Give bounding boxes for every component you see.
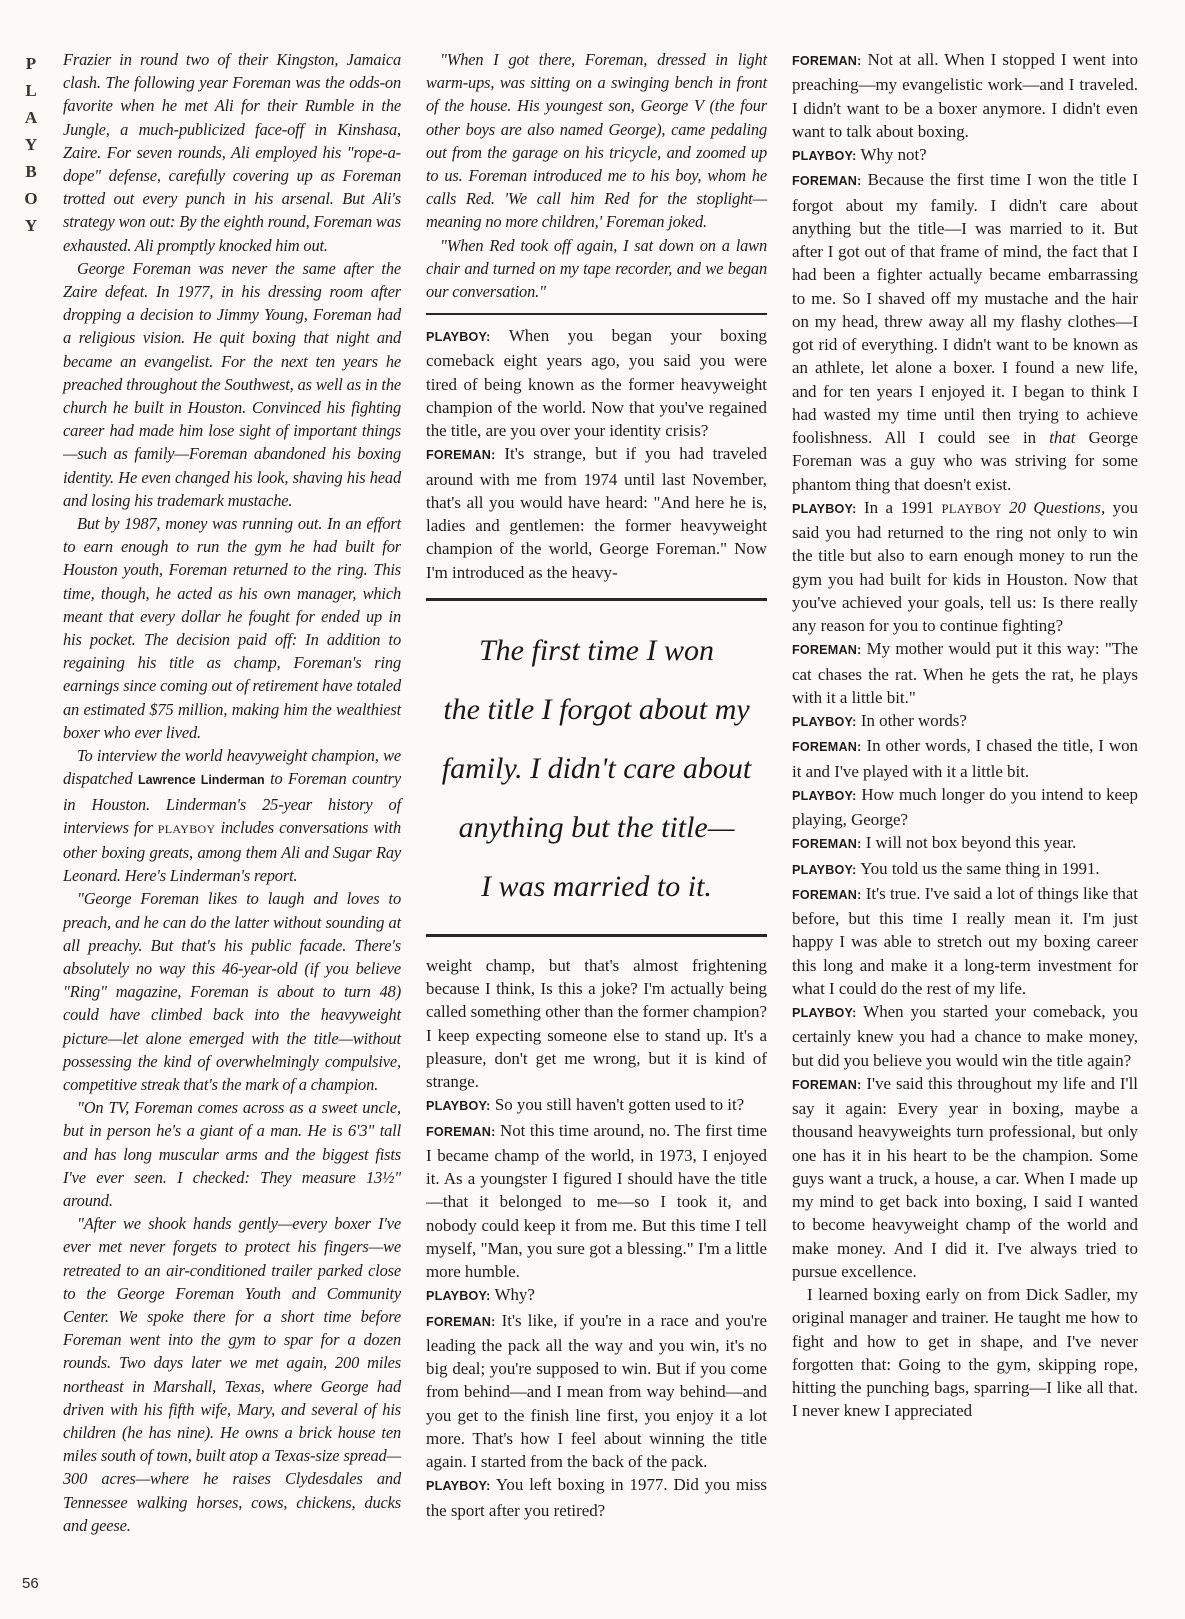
speaker-foreman: FOREMAN: (792, 887, 862, 902)
section-divider (426, 313, 767, 315)
speaker-foreman: FOREMAN: (792, 837, 862, 852)
question-text: How much longer do you intend to keep playing, George? (792, 784, 1138, 829)
question (426, 1473, 767, 1522)
answer (426, 442, 767, 584)
question-text: So you still haven't gotten used to it? (494, 1095, 745, 1115)
intro-paragraph: Frazier in round two of their Kingston, Jamaica clash. The following year Foreman was the odds-on favorite when he met Ali for their Rumble in the Jungle, a much-publicized face-off in Kinshasa, Zaire. For seven rounds, Ali employed his "rope-a-dope" defense, carefully covering up as Foreman trotted out every punch in his arsenal. But Ali's strategy won out: By the eighth round, Foreman was exhausted. Ali promptly knocked him out. (63, 50, 401, 255)
answer-text: In other words, I chased the title, I won it and I've played with it a little bit. (792, 736, 1138, 781)
magazine-name: PLAYBOY (941, 501, 1002, 516)
answer-text: Because the first time I won the title I forgot about my family. I didn't care about anything but the title—I was married to it. But after I got out of that frame of mind, the fact that I had been a fighter actually became embarrassing to me. So I shaved off my mustache and the hair on my head, threw away all my flashy clothes—I got rid of everything. I didn't want to be known as an athlete, let alone a boxer. I found a new life, and for ten years I enjoyed it. I began to think I had wasted my time until then trying to achieve foolishness. All I could see in (792, 170, 1138, 447)
answer-emphasis: that (1049, 428, 1076, 447)
answer-text: It's true. I've said a lot of things like that before, but this time I really mean it. I'm just happy I was able to stretch out my boxing career this long and make it a long-term investment for what I could do the rest of my life. (792, 883, 1138, 998)
running-head-letter: Y (24, 216, 38, 235)
intro-column-2 (426, 48, 767, 303)
intro-paragraph: "After we shook hands gently—every boxer I've ever met never forgets to protect his fingers—we retreated to an air-conditioned trailer parked close to the George Foreman Youth and Community Center. We spoke there for a short time before Foreman went into the gym to spar for a dozen rounds. Two days later we met again, 200 miles northeast in Marshall, Texas, where George had driven with his fifth wife, Mary, and several of his children (he has nine). He owns a brick house ten miles south of town, built atop a Texas-size spread—300 acres—where he raises Clydesdales and Tennessee walking horses, cows, chickens, ducks and geese. (63, 1214, 401, 1535)
column-3 (792, 48, 1138, 1423)
speaker-playboy: PLAYBOY: (792, 1006, 857, 1020)
question (792, 143, 1138, 168)
question-text: you said you had returned to the ring not only to win the title but also to earn enough money to run the gym you had built for kids in Houston. Now that you've achieved your goals, tell us: Is there really any reason for you to continue fighting? (792, 497, 1138, 635)
pull-quote-line: I was married to it. (481, 869, 712, 903)
question-text: In a 1991 (864, 497, 935, 517)
speaker-foreman: FOREMAN: (792, 1077, 862, 1092)
speaker-playboy: PLAYBOY: (792, 715, 857, 729)
answer (792, 168, 1138, 496)
speaker-playboy: PLAYBOY: (426, 330, 491, 345)
answer (426, 1309, 767, 1474)
intro-paragraph (63, 744, 401, 887)
intro-paragraph: "On TV, Foreman comes across as a sweet uncle, but in person he's a giant of a man. He is 6'3" tall and has long muscular arms and the biggest fists I've ever seen. I checked: They measure 13½" around. (63, 1098, 401, 1210)
answer-text: George Foreman was a guy who was striving for some phantom thing that doesn't exist. (792, 428, 1138, 494)
answer-continued: I learned boxing early on from Dick Sadler, my original manager and trainer. He taught me how to fight and how to get in shape, and I've never forgotten that: Going to the gym, skipping rope, hitting the punching bags, sparring—I like all that. I never knew I appreciated (792, 1285, 1138, 1421)
speaker-playboy: PLAYBOY: (792, 149, 857, 163)
question-text: When you began your boxing comeback eight years ago, you said you were tired of being known as the former heavyweight champion of the world. Now that you've regained the title, are you over your identity crisis? (426, 326, 767, 441)
speaker-playboy: PLAYBOY: (426, 1099, 491, 1114)
question-text: In other words? (860, 711, 967, 730)
question-text: You told us the same thing in 1991. (860, 858, 1100, 878)
speaker-playboy: PLAYBOY: (426, 1479, 491, 1494)
speaker-foreman: FOREMAN: (426, 1124, 496, 1139)
running-head-letter: O (24, 189, 38, 208)
magazine-name: PLAYBOY (157, 821, 216, 836)
answer-text: I've said this throughout my life and I'll say it again: Every year in boxing, maybe a thousand heavyweights turn professional, but only one has it in his heart to be the champion. Some guys want a truck, a house, a car. When I made up my mind to get back into boxing, I said I wanted to become heavyweight champ of the world and make money. And I did it. I've always tried to pursue excellence. (792, 1073, 1138, 1281)
question (792, 783, 1138, 832)
running-head-letter: A (24, 108, 38, 127)
running-head (18, 50, 44, 239)
pull-quote-line: the title I forgot about my (443, 692, 750, 726)
question (792, 496, 1138, 638)
speaker-playboy: PLAYBOY: (792, 862, 857, 877)
question-text: When you started your comeback, you certainly knew you had a chance to make money, but did you believe you would win the title again? (792, 1002, 1138, 1070)
answer-text: It's like, if you're in a race and you're leading the pack all the way and you win, it's no big deal; you're supposed to win. But if you come from behind—and I mean from way behind—and you get to the finish line first, you enjoy it a lot more. That's how I feel about winning the title again. I started from the back of the pack. (426, 1310, 767, 1472)
speaker-foreman: FOREMAN: (426, 448, 496, 463)
speaker-playboy: PLAYBOY: (426, 1289, 491, 1304)
question-text: Why not? (860, 145, 927, 164)
answer (792, 637, 1138, 709)
pull-quote-line: anything but the title— (458, 810, 735, 844)
intro-paragraph: George Foreman was never the same after the Zaire defeat. In 1977, in his dressing room after dropping a decision to Jimmy Young, Foreman had a religious vision. He quit boxing that night and became an evangelist. For the next ten years he preached throughout the Southwest, as well as in the church he built in Houston. Convinced his fighting career had made him lose sight of important things—such as family—Foreman abandoned his boxing identity. He even changed his look, shaving his head and losing his trademark mustache. (63, 258, 401, 510)
answer (792, 882, 1138, 1000)
speaker-playboy: PLAYBOY: (792, 501, 857, 516)
speaker-foreman: FOREMAN: (426, 1314, 496, 1329)
question (792, 1000, 1138, 1072)
answer (792, 831, 1138, 856)
running-head-letter: L (25, 81, 37, 100)
intro-paragraph: But by 1987, money was running out. In an effort to earn enough to run the gym he had built for Houston youth, Foreman returned to the ring. This time, though, he acted as his own manager, which meant that every dollar he fought for ended up in his pocket. The decision paid off: In addition to regaining his title as champ, Foreman's ring earnings since coming out of retirement have totaled an estimated $75 million, making him the wealthiest boxer who ever lived. (63, 514, 401, 742)
question (792, 857, 1138, 882)
speaker-foreman: FOREMAN: (792, 174, 862, 189)
intro-column-1 (63, 48, 401, 1537)
running-head-letter: Y (24, 135, 38, 154)
speaker-playboy: PLAYBOY: (792, 788, 857, 803)
answer (792, 734, 1138, 783)
intro-text: includes conversations with other boxing greats, among them Ali and Sugar Ray Leonard. Here's Linderman's report. (63, 817, 401, 886)
pull-quote-line: The first time I won (478, 633, 714, 667)
intro-paragraph: "When I got there, Foreman, dressed in light warm-ups, was sitting on a swinging bench in front of the house. His youngest son, George V (the four other boys are also named George), came pedaling out from the garage on his tricycle, and zoomed up to us. Foreman introduced me to his boy, whom he calls Red. 'We call him Red for the stoplight—meaning no more children,' Foreman joked. (426, 50, 767, 232)
question (426, 1093, 767, 1118)
speaker-foreman: FOREMAN: (792, 54, 862, 68)
interview-part-1 (426, 324, 767, 584)
intro-text: To interview the world heavyweight champion, we dispatched (63, 746, 401, 789)
author-name: Lawrence Linderman (138, 773, 265, 788)
pull-quote (426, 598, 767, 937)
feature-title: 20 Questions, (1009, 497, 1106, 517)
question (426, 1283, 767, 1308)
running-head-letter: B (25, 162, 37, 181)
answer (426, 1119, 767, 1284)
answer (792, 48, 1138, 143)
intro-paragraph: "When Red took off again, I sat down on a lawn chair and turned on my tape recorder, and we began our conversation." (426, 235, 767, 302)
interview-part-2 (426, 954, 767, 1522)
question-text: Why? (494, 1285, 535, 1305)
answer-text: Not this time around, no. The first time I became champ of the world, in 1973, I enjoyed it. As a youngster I figured I should have the title—that it belonged to me—so I took it, and nobody could keep it from me. But this time I tell myself, "Man, you sure got a blessing." I'm a little more humble. (426, 1120, 767, 1282)
intro-paragraph: "George Foreman likes to laugh and loves to preach, and he can do the latter without sounding at all preachy. But that's his public facade. There's absolutely no way this 46-year-old (if you believe "Ring" magazine, Foreman is about to turn 48) could have climbed back into the heavyweight picture—let alone emerged with the title—without possessing the kind of overwhelmingly compulsive, competitive streak that's the mark of a champion. (63, 889, 401, 1094)
column-2 (426, 48, 767, 1522)
question (792, 709, 1138, 734)
page-number: 56 (22, 1575, 39, 1592)
speaker-foreman: FOREMAN: (792, 740, 862, 755)
question-text: You left boxing in 1977. Did you miss the sport after you retired? (426, 1475, 767, 1520)
pull-quote-line: family. I didn't care about (441, 751, 752, 785)
question (426, 324, 767, 442)
running-head-letter: P (25, 54, 37, 73)
answer-text: My mother would put it this way: "The cat chases the rat. When he gets the rat, he plays with it a little bit." (792, 639, 1138, 707)
answer-continued: weight champ, but that's almost frightening because I think, Is this a joke? I'm actually being called something other than the former champion? I keep expecting someone else to stand up. It's a pleasure, don't get me wrong, but it is kind of strange. (426, 955, 767, 1092)
speaker-foreman: FOREMAN: (792, 643, 862, 658)
answer-text: Not at all. When I stopped I went into preaching—my evangelistic work—and I traveled. I didn't want to be a boxer anymore. I didn't even want to talk about boxing. (792, 50, 1138, 141)
answer-text: It's strange, but if you had traveled around with me from 1974 until last November, that's all you would have heard: "And here he is, ladies and gentlemen: the former heavyweight champion of the world, George Foreman." Now I'm introduced as the heavy- (426, 444, 767, 582)
answer-text: I will not box beyond this year. (865, 833, 1077, 853)
intro-text: to Foreman country in Houston. Linderman's 25-year history of interviews for (63, 769, 401, 837)
answer (792, 1072, 1138, 1283)
